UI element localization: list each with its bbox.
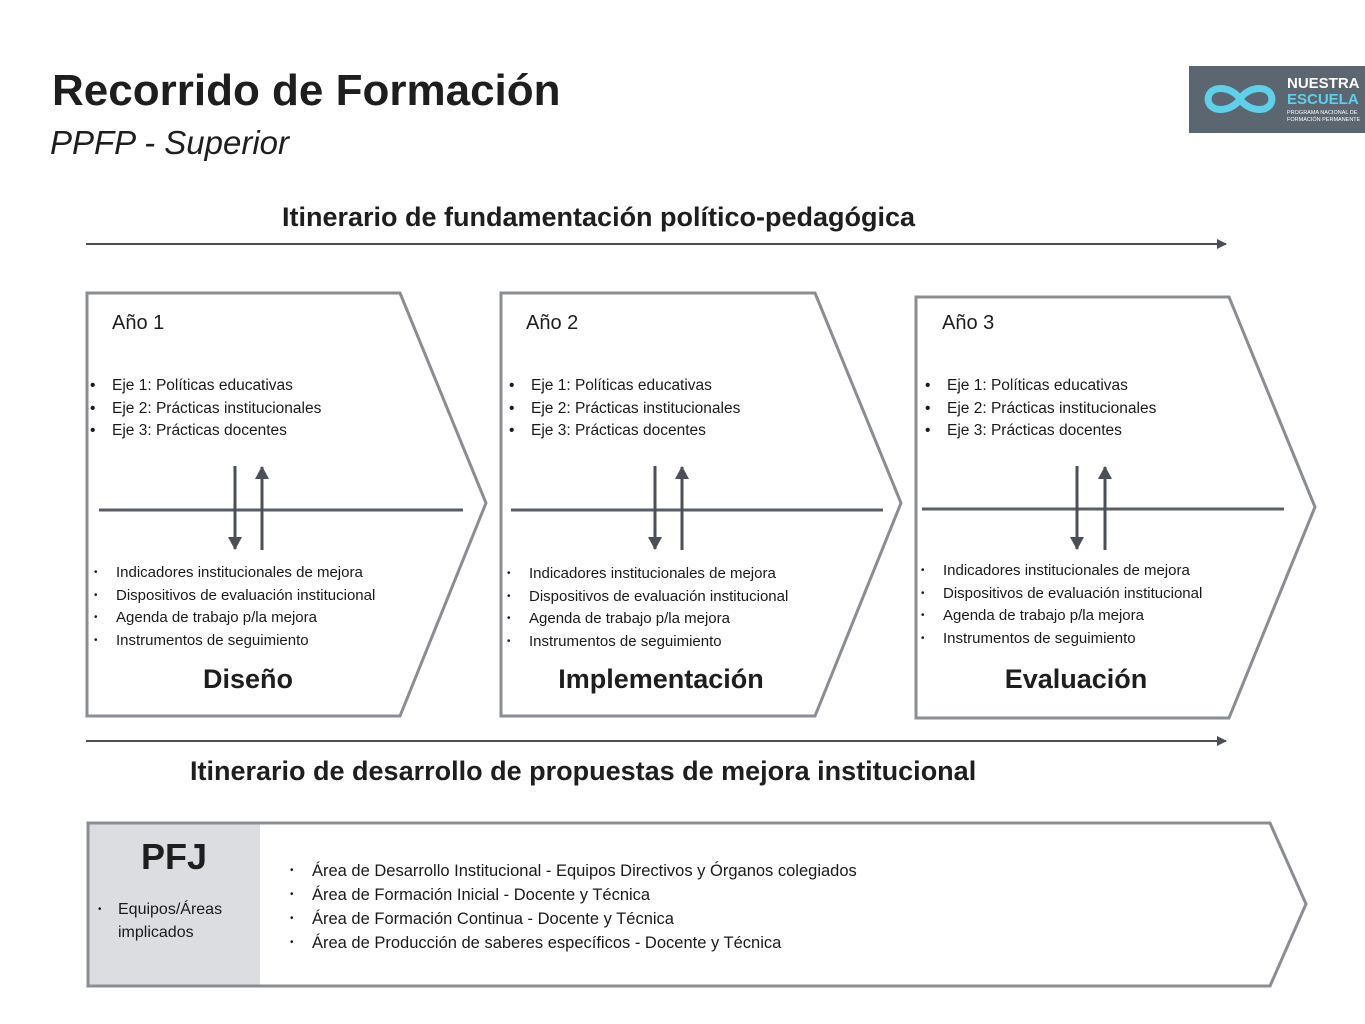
stage-3-ejes: [923, 375, 1156, 443]
pfj-note: [96, 898, 222, 944]
stage-3-item-3: • Agenda de trabajo p/la mejora: [919, 605, 1202, 628]
pfj-area-4: • Área de Producción de saberes específicos - Docente y Técnica: [288, 931, 857, 955]
stage-2-item-1: • Indicadores institucionales de mejora: [505, 563, 788, 586]
bottom-itinerary-label: Itinerario de desarrollo de propuestas de mejora institucional: [190, 756, 977, 786]
page-title: Recorrido de Formación: [52, 66, 561, 115]
stage-3-eje-2: • Eje 2: Prácticas institucionales: [923, 398, 1156, 421]
pfj-title: PFJ: [140, 836, 208, 877]
stage-2-year: Año 2: [526, 312, 579, 334]
stage-1-item-4: • Instrumentos de seguimiento: [92, 630, 375, 653]
stage-1-ejes: [88, 375, 321, 443]
stage-3-eje-1: • Eje 1: Políticas educativas: [923, 375, 1156, 398]
logo-line-3: PROGRAMA NACIONAL DE FORMACIÓN PERMANENTE: [1287, 110, 1361, 123]
pfj-area-3: • Área de Formación Continua - Docente y Técnica: [288, 907, 857, 931]
stage-1-eje-3: • Eje 3: Prácticas docentes: [88, 420, 321, 443]
stage-3-item-1: • Indicadores institucionales de mejora: [919, 560, 1202, 583]
stage-2-ejes: [507, 375, 740, 443]
stage-2-items: [505, 563, 788, 653]
stage-1-eje-2: • Eje 2: Prácticas institucionales: [88, 398, 321, 421]
stage-1-year: Año 1: [112, 312, 165, 334]
logo-line-2: ESCUELA: [1287, 91, 1359, 108]
stage-2-eje-1: • Eje 1: Políticas educativas: [507, 375, 740, 398]
stage-2-item-4: • Instrumentos de seguimiento: [505, 631, 788, 654]
stage-1-eje-1: • Eje 1: Políticas educativas: [88, 375, 321, 398]
stage-1-item-2: • Dispositivos de evaluación institucional: [92, 585, 375, 608]
logo-line-1: NUESTRA: [1287, 75, 1360, 92]
stage-2-item-2: • Dispositivos de evaluación institucional: [505, 586, 788, 609]
stage-3-items: [919, 560, 1202, 650]
stage-3-year: Año 3: [942, 312, 995, 334]
stage-1-item-3: • Agenda de trabajo p/la mejora: [92, 607, 375, 630]
stage-1-phase: Diseño: [202, 664, 294, 694]
page-subtitle: PPFP - Superior: [50, 124, 290, 161]
stage-1-chevron: [87, 293, 486, 716]
stage-3-eje-3: • Eje 3: Prácticas docentes: [923, 420, 1156, 443]
pfj-area-1: • Área de Desarrollo Institucional - Equipos Directivos y Órganos colegiados: [288, 859, 857, 883]
pfj-note-bullet: •: [98, 904, 102, 915]
stage-1-items: [92, 562, 375, 652]
stage-3-item-4: • Instrumentos de seguimiento: [919, 628, 1202, 651]
stage-3-item-2: • Dispositivos de evaluación institucional: [919, 583, 1202, 606]
stage-2-eje-3: • Eje 3: Prácticas docentes: [507, 420, 740, 443]
stage-3-phase: Evaluación: [1004, 664, 1148, 694]
stage-2-phase: Implementación: [558, 664, 764, 694]
top-itinerary-label: Itinerario de fundamentación político-pedagógica: [282, 202, 916, 232]
stage-2-eje-2: • Eje 2: Prácticas institucionales: [507, 398, 740, 421]
pfj-area-2: • Área de Formación Inicial - Docente y Técnica: [288, 883, 857, 907]
stage-2-item-3: • Agenda de trabajo p/la mejora: [505, 608, 788, 631]
pfj-note-line-2: implicados: [118, 924, 194, 941]
pfj-areas: [288, 859, 857, 955]
pfj-note-line-1: Equipos/Áreas: [118, 901, 223, 918]
stage-1-item-1: • Indicadores institucionales de mejora: [92, 562, 375, 585]
